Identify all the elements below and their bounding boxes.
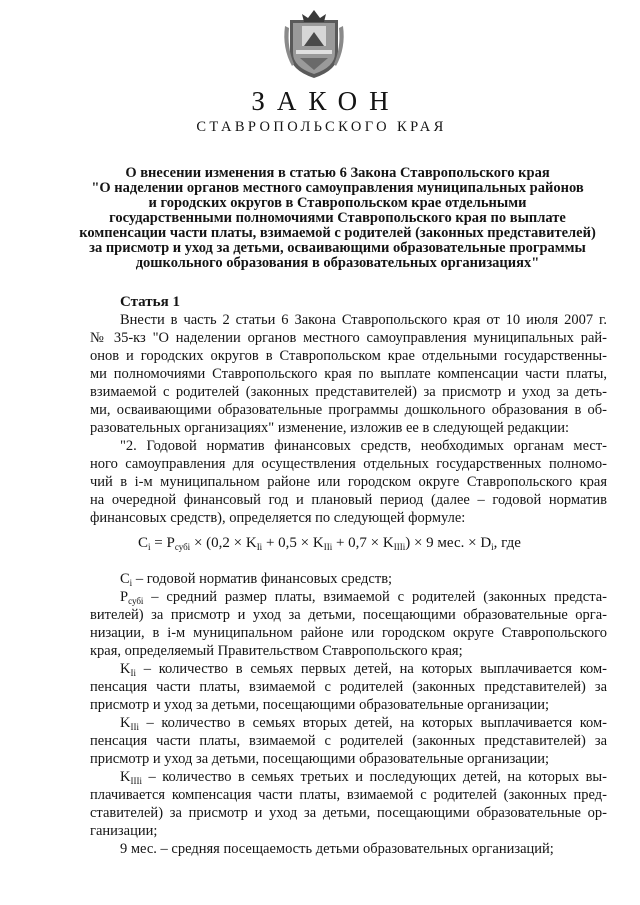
body-line: взимаемой с родителей (законных представителей) за присмотр и уход за деть- [90,384,607,400]
definition-line: ставителей) за присмотр и уход за детьми, посещающими образовательные ор- [90,805,607,821]
article-title: Статья 1 [120,294,180,310]
formula-subscript: субi [174,542,191,552]
formula-subscript: Ii [256,542,263,552]
formula-subscript: IIIi [393,542,406,552]
definition-line: вителей) за присмотр и уход за детьми, посещающими образовательные орга- [90,607,607,623]
definition-line: присмотр и уход за детьми, посещающими образовательные организации; [90,751,550,767]
body-line: "2. Годовой норматив финансовых средств, необходимых органам мест- [120,438,607,454]
heading-line: государственными полномочиями Ставропольского края по выплате [109,210,566,226]
body-line: чий в i-м муниципальном районе или городском округе Ставропольского края [90,474,607,490]
body-line: ми полномочиями Ставропольского края по выплате компенсации части платы, [90,366,607,382]
definition-line: $P_{субi}$ – средний размер платы, взимаемой с родителей (законных предста- [120,589,607,606]
body-line: онов и городских округов в Ставропольском крае отдельными государственны- [90,348,607,364]
definition-line: $K_{IIIi}$ – количество в семьях третьих и последующих детей, на которых вы- [120,769,607,786]
body-line: на очередной финансовый год и плановый период (далее – годовой норматив [90,492,607,508]
definition-line: низации, в i-м муниципальном районе или городском округе Ставропольского [90,625,607,641]
definition-line: пенсация части платы, взимаемой с родителей (законных представителей) за [90,733,607,749]
heading-line: и городских округов в Ставропольском крае отдельными [148,195,527,211]
formula-subscript: i [491,542,494,552]
formula-subscript: IIi [323,542,333,552]
definition-line: 9 мес. – средняя посещаемость детьми образовательных организаций; [120,841,554,857]
formula-text: + 0,7 × K [332,535,394,551]
formula-text: ) × 9 мес. × D [405,535,492,551]
definition-line: $C_i$ – годовой норматив финансовых средств; [120,571,393,588]
heading-line: О внесении изменения в статью 6 Закона Ставропольского края [125,165,550,181]
heading-line: дошкольного образования в образовательных организациях" [135,255,540,271]
body-line: Внести в часть 2 статьи 6 Закона Ставропольского края от 10 июля 2007 г. [120,312,607,328]
definition-line: присмотр и уход за детьми, посещающими образовательные организации; [90,697,550,713]
heading-line: "О наделении органов местного самоуправления муниципальных районов [91,180,584,196]
definition-line: ганизации; [90,823,158,839]
body-line: № 35-кз "О наделении органов местного самоуправления муниципальных рай- [90,330,607,346]
formula-symbol: C [138,535,149,551]
body-line: разовательных организациях" изменение, изложив ее в следующей редакции: [90,420,569,436]
formula-text: , где [493,535,521,551]
formula-text: = P [150,535,175,551]
definition-line: плачивается компенсация части платы, взимаемой с родителей (законных пред- [90,787,607,803]
definition-line: $K_{IIi}$ – количество в семьях вторых детей, на которых выплачивается ком- [120,715,607,732]
definition-line: $K_{Ii}$ – количество в семьях первых детей, на которых выплачивается ком- [120,661,607,678]
definition-line: края, определяемый Правительством Ставропольского края; [90,643,463,659]
heading-line: компенсации части платы, взимаемой с родителей (законных представителей) [79,225,596,241]
body-line: ного самоуправления для осуществления отдельных государственных полномо- [90,456,607,472]
law-title: ЗАКОН [251,86,401,116]
definition-line: пенсация части платы, взимаемой с родителей (законных представителей) за [90,679,607,695]
formula-text: + 0,5 × K [262,535,324,551]
formula-text: × (0,2 × K [190,535,257,551]
body-line: ми, осваивающими образовательные программы дошкольного образования в об- [90,402,607,418]
heading-line: за присмотр и уход за детьми, осваивающими образовательные программы [89,240,586,256]
law-subtitle: СТАВРОПОЛЬСКОГО КРАЯ [196,119,447,135]
formula-subscript: i [148,542,151,552]
coat-of-arms-emblem [282,4,346,80]
formula [138,535,521,552]
body-line: финансовых средств), определяется по следующей формуле: [90,510,466,526]
